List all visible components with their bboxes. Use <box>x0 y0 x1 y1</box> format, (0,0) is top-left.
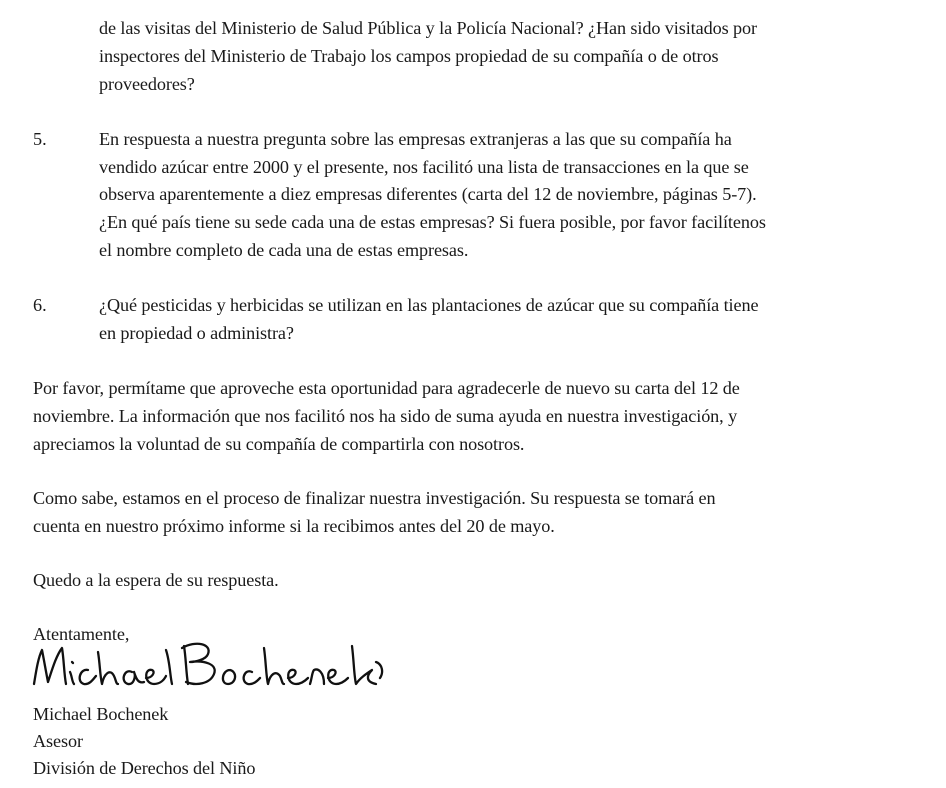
intro-line: proveedores? <box>99 74 195 94</box>
question-line: vendido azúcar entre 2000 y el presente, nos facilitó una lista de transacciones en la que se <box>99 157 749 177</box>
question-line: el nombre completo de cada una de estas empresas. <box>99 240 469 260</box>
intro-line: de las visitas del Ministerio de Salud Pública y la Policía Nacional? ¿Han sido visitados por <box>99 18 757 38</box>
question-line: ¿En qué país tiene su sede cada una de estas empresas? Si fuera posible, por favor facilítenos <box>99 212 766 232</box>
body-line: Quedo a la espera de su respuesta. <box>33 570 279 590</box>
body-line: Como sabe, estamos en el proceso de finalizar nuestra investigación. Su respuesta se tomará en <box>33 488 716 508</box>
signer-division: División de Derechos del Niño <box>33 758 256 778</box>
body-line: noviembre. La información que nos facilitó nos ha sido de suma ayuda en nuestra investigación, y <box>33 406 738 426</box>
signer-title: Asesor <box>33 731 83 751</box>
body-line: Por favor, permítame que aproveche esta oportunidad para agradecerle de nuevo su carta del 12 de <box>33 378 740 398</box>
salutation: Atentamente, <box>33 624 130 644</box>
body-line: cuenta en nuestro próximo informe si la recibimos antes del 20 de mayo. <box>33 516 555 536</box>
question-line: En respuesta a nuestra pregunta sobre las empresas extranjeras a las que su compañía ha <box>99 129 732 149</box>
question-number: 6. <box>33 295 47 315</box>
body-line: apreciamos la voluntad de su compañía de compartirla con nosotros. <box>33 434 525 454</box>
question-line: en propiedad o administra? <box>99 323 294 343</box>
question-number: 5. <box>33 129 47 149</box>
question-line: observa aparentemente a diez empresas diferentes (carta del 12 de noviembre, páginas 5-7). <box>99 184 757 204</box>
question-line: ¿Qué pesticidas y herbicidas se utilizan en las plantaciones de azúcar que su compañía tiene <box>99 295 759 315</box>
intro-line: inspectores del Ministerio de Trabajo los campos propiedad de su compañía o de otros <box>99 46 719 66</box>
signer-name: Michael Bochenek <box>33 704 169 724</box>
handwritten-signature <box>26 632 386 694</box>
